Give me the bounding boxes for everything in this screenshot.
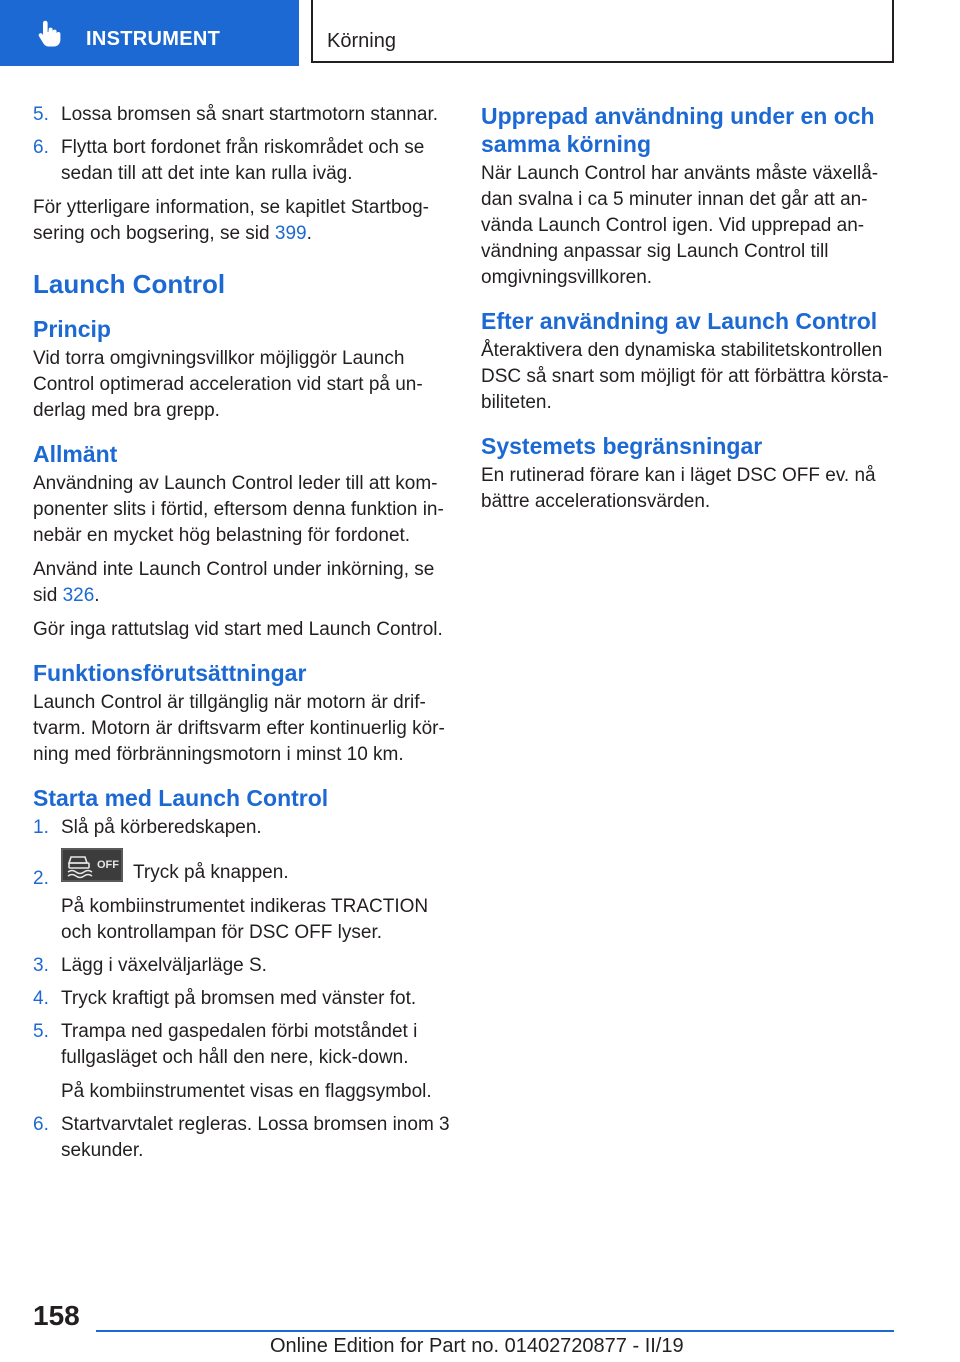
heading-starta: Starta med Launch Control xyxy=(33,785,329,811)
allmant-text-3: Gör inga rattutslag vid start med Launch Control. xyxy=(33,619,443,640)
allmant-text-2: Använd inte Launch Control under inkörning, se sid xyxy=(33,559,435,606)
dsc-off-button-icon xyxy=(61,848,123,882)
list-item xyxy=(33,102,451,128)
list-item xyxy=(33,135,451,187)
begransningar-text: En rutinerad förare kan i läget DSC OFF ev. nå bättre accelerationsvärden. xyxy=(481,465,876,512)
allmant-text-2-end: . xyxy=(94,585,100,606)
step-text: Trampa ned gaspedalen förbi motståndet i fullgasläget och håll den nere, kick-down. xyxy=(61,1021,418,1068)
starta-steps xyxy=(33,815,451,1164)
upprepad-text: När Launch Control har använts måste växellå-dan svalna i ca 5 minuter innan det går att an-vända Launch Control igen. Vid upprepad an-vändning anpassar sig Launch Control till omgivningsvillkoren. xyxy=(481,163,879,288)
step-number: 2. xyxy=(33,868,49,889)
heading-efter: Efter användning av Launch Control xyxy=(481,308,878,334)
page-number: 158 xyxy=(33,1300,80,1331)
allmant-paragraph-2 xyxy=(33,557,451,609)
list-item xyxy=(33,815,451,841)
step-text: Lossa bromsen så snart startmotorn stannar. xyxy=(61,104,439,125)
efter-text: Återaktivera den dynamiska stabilitetskontrollen DSC så snart som möjligt för att förbättra körsta-biliteten. xyxy=(481,340,889,413)
page-link-326[interactable]: 326 xyxy=(62,585,95,606)
section-title: Körning xyxy=(327,30,396,52)
more-info-end: . xyxy=(306,223,312,244)
heading-forutsattningar: Funktionsförutsättningar xyxy=(33,660,307,686)
page-link-399[interactable]: 399 xyxy=(274,223,307,244)
dsc-off-label: OFF xyxy=(97,859,119,871)
step-number: 3. xyxy=(33,955,49,976)
list-item xyxy=(33,1112,451,1164)
tab-instrument-label: INSTRUMENT xyxy=(86,28,221,50)
step-subtext: På kombiinstrumentet indikeras TRACTION och kontrollampan för DSC OFF lyser. xyxy=(61,896,429,943)
step-text: Tryck kraftigt på bromsen med vänster fot. xyxy=(61,988,417,1009)
step-text: Tryck på knappen. xyxy=(133,862,289,883)
step-text: Startvarvtalet regleras. Lossa bromsen inom 3 sekunder. xyxy=(61,1114,450,1161)
right-column xyxy=(481,102,895,523)
more-info-paragraph xyxy=(33,195,451,247)
tab-section[interactable] xyxy=(311,0,894,63)
step-number: 4. xyxy=(33,988,49,1009)
heading-allmant: Allmänt xyxy=(33,441,118,467)
more-info-text: För ytterligare information, se kapitlet Startbog-sering och bogsering, se sid xyxy=(33,197,430,244)
edition-note: Online Edition for Part no. 01402720877 - II/19 xyxy=(270,1335,684,1357)
list-item xyxy=(33,848,451,946)
footer-divider xyxy=(96,1330,894,1332)
step-text: Slå på körberedskapen. xyxy=(61,817,262,838)
steps-continued xyxy=(33,102,451,187)
step-number: 6. xyxy=(33,137,49,158)
hand-pointer-icon xyxy=(34,20,64,50)
list-item xyxy=(33,986,451,1012)
left-column xyxy=(33,102,451,1172)
step-number: 6. xyxy=(33,1114,49,1135)
forutsattningar-text: Launch Control är tillgänglig när motorn är drif-tvarm. Motorn är driftsvarm efter kontinuerlig kör-ning med förbränningsmotorn i minst 10 km. xyxy=(33,692,445,765)
tab-instrument[interactable] xyxy=(0,0,299,66)
step-number: 5. xyxy=(33,1021,49,1042)
step-subtext: På kombiinstrumentet visas en flaggsymbol. xyxy=(61,1081,432,1102)
princip-text: Vid torra omgivningsvillkor möjliggör Launch Control optimerad acceleration vid start på un-derlag med bra grepp. xyxy=(33,348,423,421)
section-heading-launch-control: Launch Control xyxy=(33,269,226,299)
heading-princip: Princip xyxy=(33,316,111,342)
heading-begransningar: Systemets begränsningar xyxy=(481,433,763,459)
allmant-text-1: Användning av Launch Control leder till att kom-ponenter slits i förtid, eftersom denna funktion in-nebär en mycket hög belastning för fordonet. xyxy=(33,473,444,546)
list-item xyxy=(33,953,451,979)
page-header xyxy=(0,0,960,66)
step-number: 5. xyxy=(33,104,49,125)
list-item xyxy=(33,1019,451,1105)
heading-upprepad: Upprepad användning under en och samma körning xyxy=(481,103,875,157)
step-text: Lägg i växelväljarläge S. xyxy=(61,955,267,976)
step-text: Flytta bort fordonet från riskområdet och se sedan till att det inte kan rulla iväg. xyxy=(61,137,425,184)
step-number: 1. xyxy=(33,817,49,838)
